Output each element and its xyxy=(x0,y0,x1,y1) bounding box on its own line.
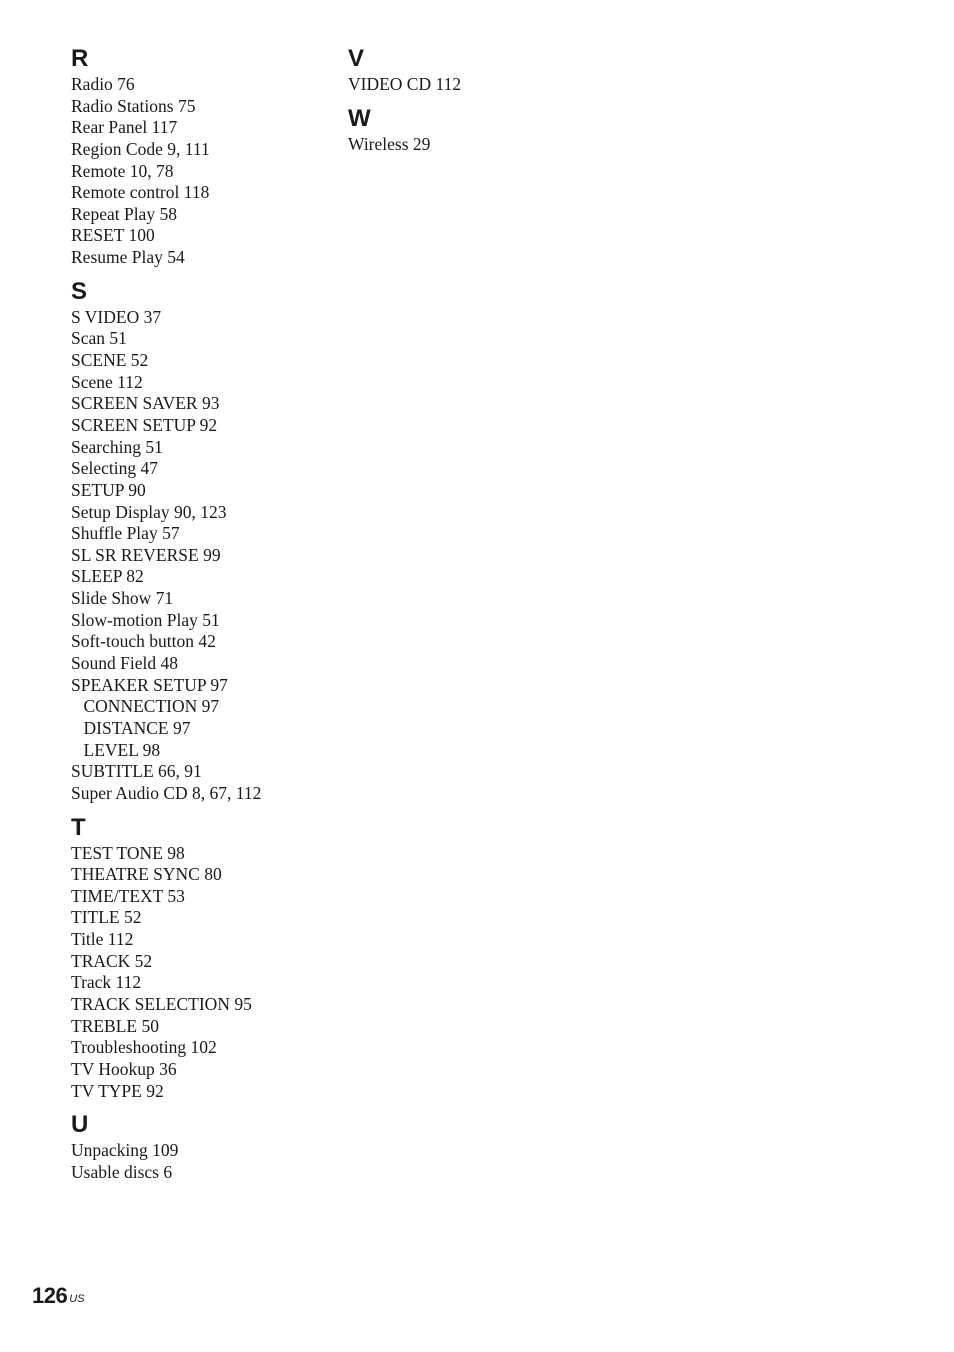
index-entry: RESET 100 xyxy=(71,225,155,246)
index-subentry: CONNECTION 97 xyxy=(83,696,220,717)
index-entry: THEATRE SYNC 80 xyxy=(71,864,222,885)
index-entry: Radio 76 xyxy=(71,74,135,94)
index-entry: Troubleshooting 102 xyxy=(71,1037,217,1058)
index-column-right xyxy=(348,44,608,155)
page-number-value: 126 xyxy=(32,1283,68,1308)
index-entry: Radio Stations 75 xyxy=(71,95,196,116)
section-letter: S xyxy=(71,277,88,305)
index-entry: TV TYPE 92 xyxy=(71,1080,164,1101)
section-letter: W xyxy=(348,104,371,132)
index-entry: Title 112 xyxy=(71,929,134,950)
page-number xyxy=(32,1281,85,1311)
index-entry: Remote 10, 78 xyxy=(71,160,174,181)
index-entry: SCENE 52 xyxy=(71,350,149,371)
index-entry: Scene 112 xyxy=(71,371,143,392)
index-entry: VIDEO CD 112 xyxy=(348,74,462,94)
index-entry: SUBTITLE 66, 91 xyxy=(71,761,202,782)
page-number-suffix: US xyxy=(69,1293,85,1305)
section-letter: T xyxy=(71,813,86,841)
index-entry: Selecting 47 xyxy=(71,458,158,479)
index-entry: TRACK SELECTION 95 xyxy=(71,993,252,1014)
index-entry: Sound Field 48 xyxy=(71,653,178,674)
index-entry: SETUP 90 xyxy=(71,479,146,500)
index-subentry: LEVEL 98 xyxy=(83,739,161,760)
index-entry: Scan 51 xyxy=(71,328,127,349)
index-section-t xyxy=(71,813,331,1103)
index-entry: TV Hookup 36 xyxy=(71,1058,177,1079)
index-section-r xyxy=(71,44,331,269)
index-entry-list xyxy=(71,307,331,805)
index-entry: Slide Show 71 xyxy=(71,588,174,609)
index-entry-list xyxy=(71,843,331,1103)
index-entry: Slow-motion Play 51 xyxy=(71,609,220,630)
section-letter: U xyxy=(71,1111,89,1139)
section-letter: R xyxy=(71,45,89,72)
index-entry: Unpacking 109 xyxy=(71,1140,179,1161)
index-entry: Setup Display 90, 123 xyxy=(71,501,227,522)
index-entry: Usable discs 6 xyxy=(71,1161,173,1182)
index-entry: TEST TONE 98 xyxy=(71,842,185,863)
index-entry: S VIDEO 37 xyxy=(71,306,162,327)
index-entry-list xyxy=(71,1140,331,1183)
index-entry: SCREEN SAVER 93 xyxy=(71,393,220,414)
index-entry-list xyxy=(348,134,608,156)
index-entry: TREBLE 50 xyxy=(71,1015,159,1036)
index-entry: Region Code 9, 111 xyxy=(71,138,210,159)
index-entry: Resume Play 54 xyxy=(71,247,185,268)
index-entry: Rear Panel 117 xyxy=(71,117,178,138)
index-entry: Soft-touch button 42 xyxy=(71,631,216,652)
index-entry-list xyxy=(71,74,331,269)
index-entry: TRACK 52 xyxy=(71,950,153,971)
index-column-left xyxy=(71,44,331,1183)
index-entry: SCREEN SETUP 92 xyxy=(71,414,218,435)
index-entry: Remote control 118 xyxy=(71,182,210,203)
index-entry-list xyxy=(348,74,608,96)
index-section-w xyxy=(348,104,608,156)
index-entry: Shuffle Play 57 xyxy=(71,523,180,544)
index-entry: Wireless 29 xyxy=(348,133,431,154)
index-subentry: DISTANCE 97 xyxy=(83,717,191,738)
section-letter: V xyxy=(348,45,365,72)
index-entry: TITLE 52 xyxy=(71,907,142,928)
index-entry: SPEAKER SETUP 97 xyxy=(71,674,228,695)
index-entry: TIME/TEXT 53 xyxy=(71,885,185,906)
index-section-s xyxy=(71,277,331,805)
index-entry: Repeat Play 58 xyxy=(71,203,177,224)
index-section-v xyxy=(348,44,608,96)
index-section-u xyxy=(71,1110,331,1183)
index-entry: SLEEP 82 xyxy=(71,566,144,587)
index-entry: Track 112 xyxy=(71,972,142,993)
index-entry: SL SR REVERSE 99 xyxy=(71,544,221,565)
index-entry: Super Audio CD 8, 67, 112 xyxy=(71,782,262,803)
index-entry: Searching 51 xyxy=(71,436,163,457)
